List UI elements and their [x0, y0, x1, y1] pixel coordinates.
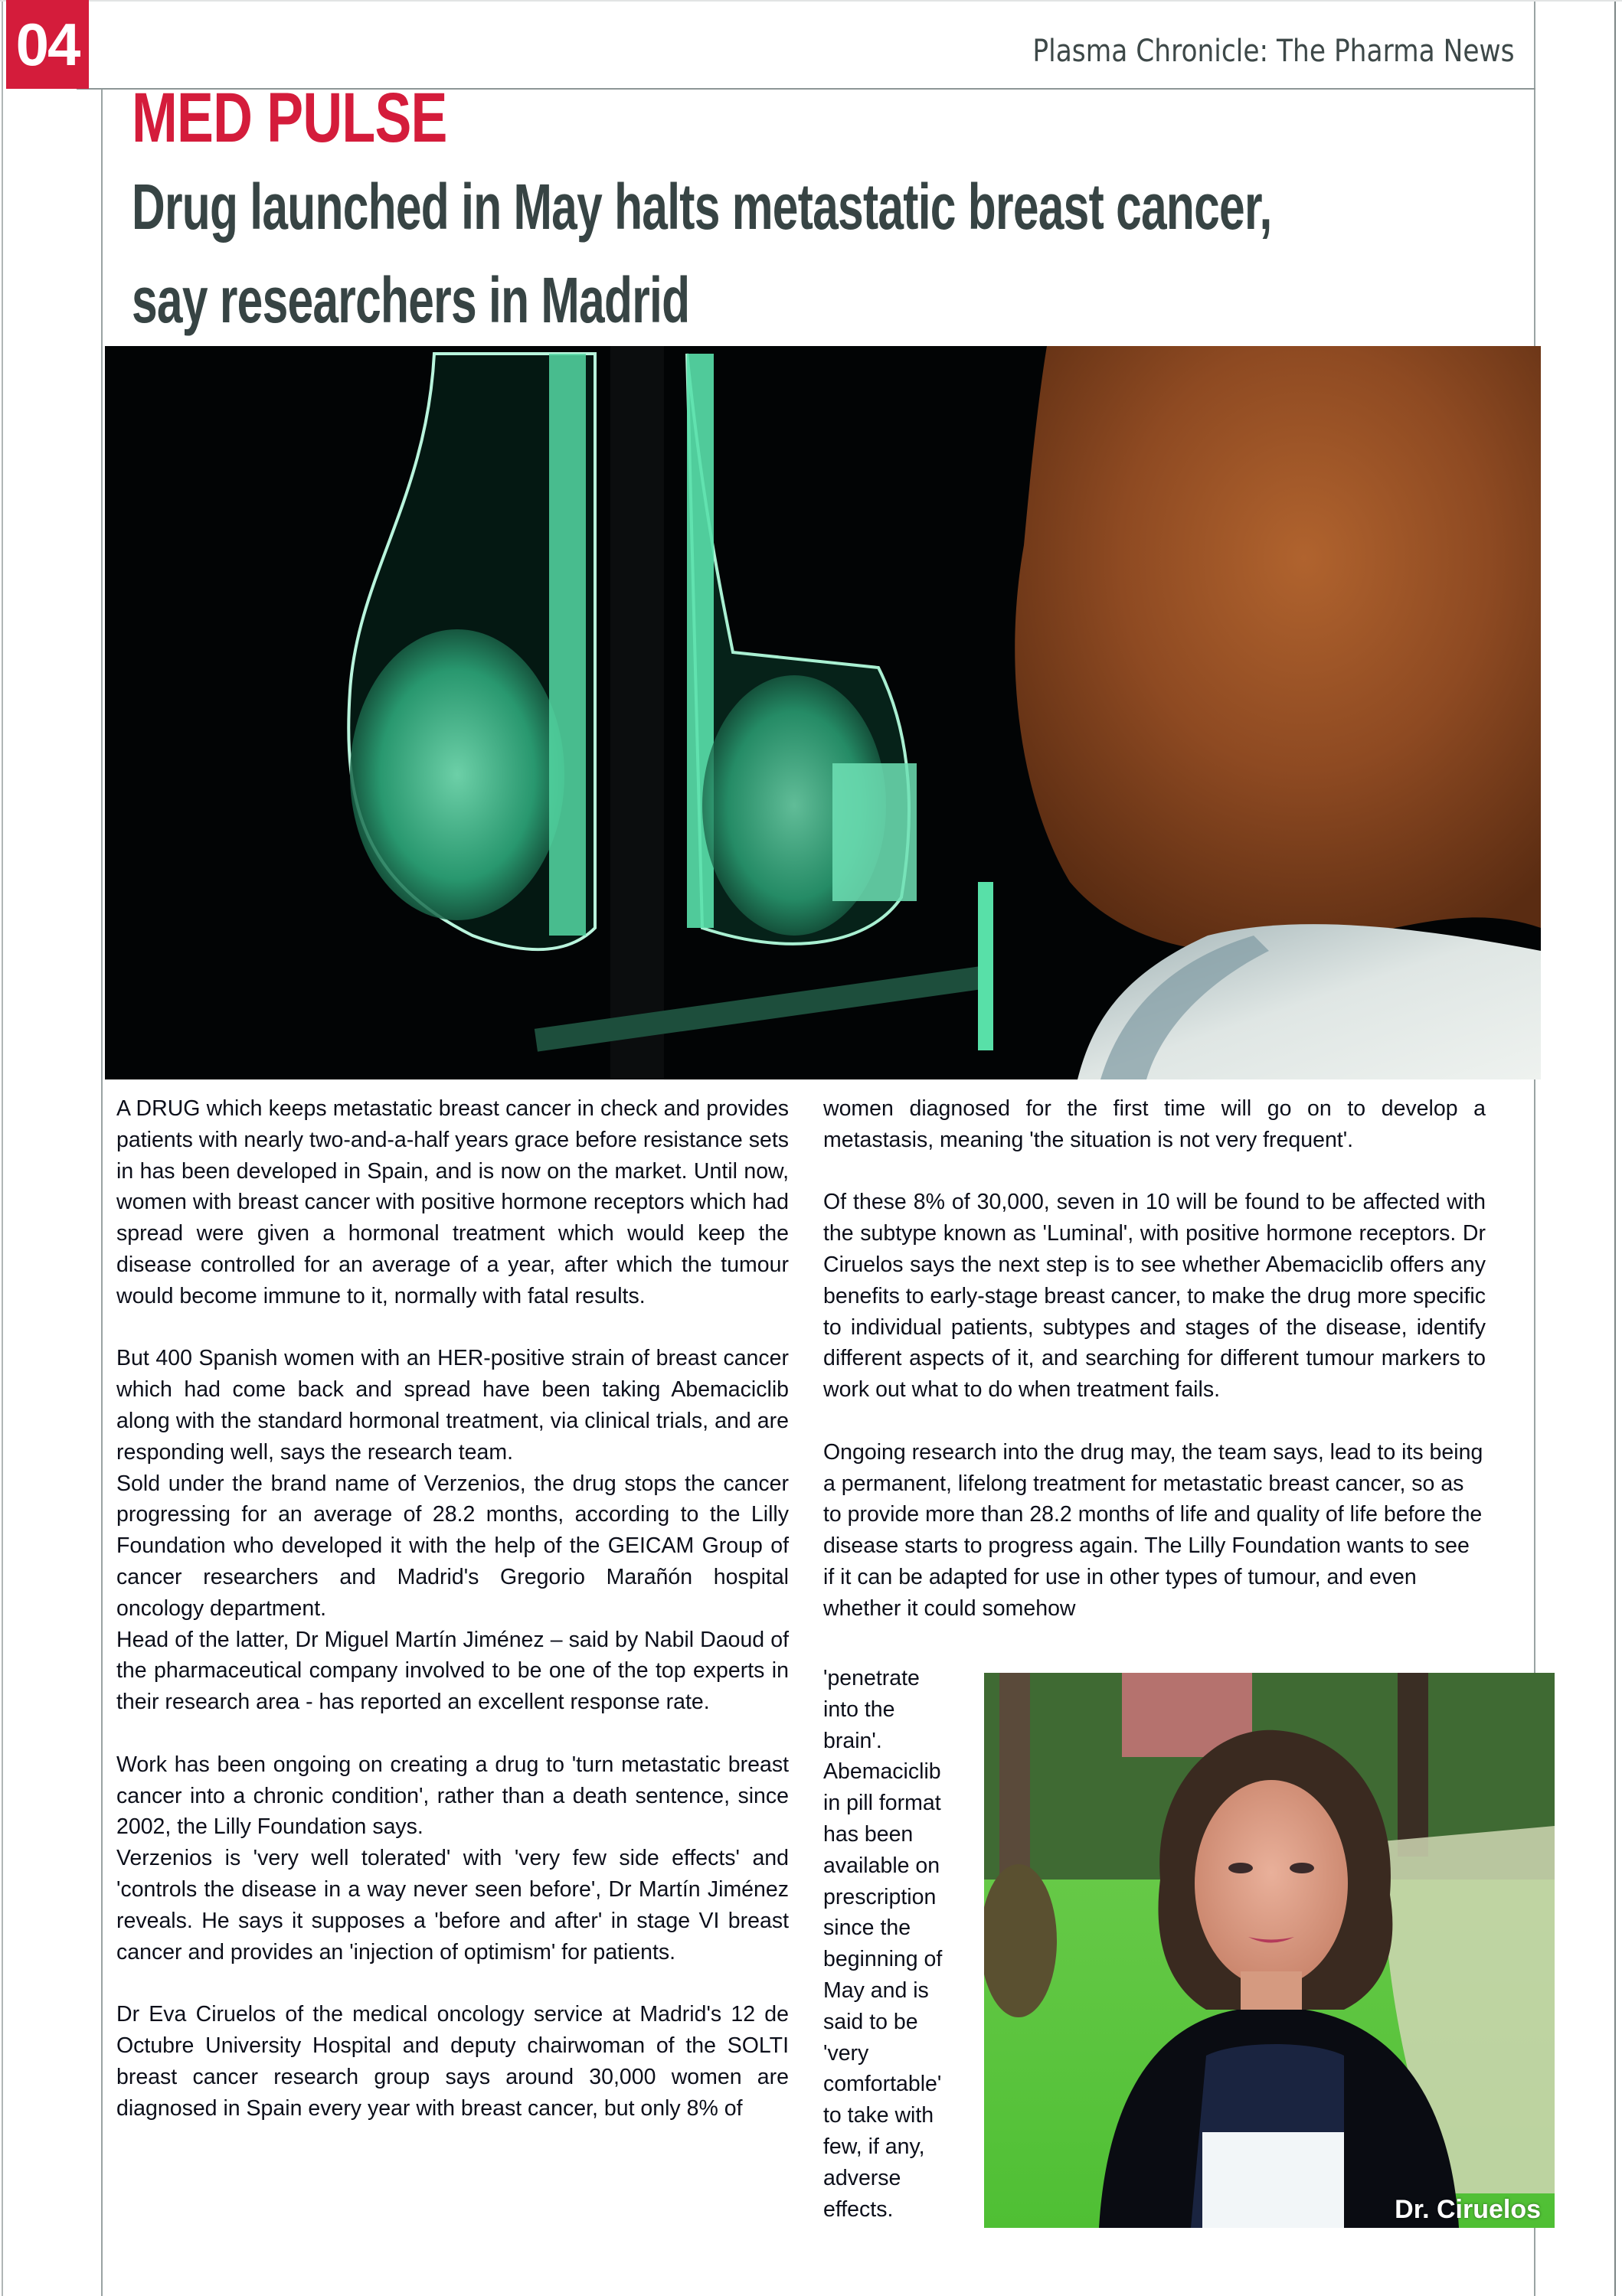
page-edge-top — [0, 0, 1622, 2]
wrap-text-line: prescription — [823, 1884, 937, 1909]
mammogram-photo — [105, 346, 1541, 1079]
article-column-left — [116, 1093, 789, 2124]
wrap-text-line: said to be — [823, 2009, 918, 2034]
wrap-text-line: beginning of — [823, 1947, 943, 1972]
wrap-text-line: available on — [823, 1853, 940, 1878]
margin-rule-left — [101, 89, 103, 2296]
wrap-text-line: comfortable' — [823, 2072, 942, 2097]
wrap-text-line: brain'. — [823, 1728, 882, 1753]
wrap-text-line: into the — [823, 1697, 895, 1722]
wrap-text-line: has been — [823, 1821, 914, 1847]
portrait-photo — [984, 1673, 1555, 2228]
wrap-text-line: adverse — [823, 2165, 901, 2190]
wrap-text-line: few, if any, — [823, 2134, 925, 2159]
paragraph: But 400 Spanish women with an HER-positive strain of breast cancer which had come back and spread have been taking Abemaciclib along with the standard hormonal treatment, via clinical trials, and are responding well, says the research team. — [116, 1346, 789, 1465]
wrap-text-line: 'very — [823, 2040, 869, 2066]
wrap-text-line: 'penetrate — [823, 1666, 920, 1690]
hero-image — [105, 346, 1541, 1079]
paragraph: A DRUG which keeps metastatic breast cancer in check and provides patients with nearly two-and-a-half years grace before resistance sets in has been developed in Spain, and is now on the market. Until now, women with breast cancer with positive hormone receptors which had spread were given a hormonal treatment which would keep the disease controlled for an average of a year, after which the tumour would become immune to it, normally with fatal results. — [116, 1096, 789, 1308]
portrait-image — [984, 1673, 1555, 2228]
paragraph: Of these 8% of 30,000, seven in 10 will be found to be affected with the subtype known as 'Luminal', with positive hormone receptors. Dr Ciruelos says the next step is to see whether Abemaciclib offers any benefits to early-stage breast cancer, to make the drug more specific to individual patients, subtypes and stages of the disease, identify different aspects of it, and searching for different tumour markers to work out what to do when treatment fails. — [823, 1190, 1486, 1403]
paragraph: Work has been ongoing on creating a drug to 'turn metastatic breast cancer into a chronic condition', rather than a death sentence, since 2002, the Lilly Foundation says. — [116, 1752, 789, 1840]
page-number-badge: 04 — [6, 0, 89, 89]
portrait-caption: Dr. Ciruelos — [1395, 2195, 1541, 2224]
wrap-text-line: since the — [823, 1916, 911, 1941]
paragraph: Ongoing research into the drug may, the team says, lead to its being a permanent, lifelong treatment for metastatic breast cancer, so as to provide more than 28.2 months of life and quality of life before the disease starts to progress again. The Lilly Foundation wants to see if it can be adapted for use in other types of tumour, and even whether it could somehow — [823, 1439, 1483, 1621]
paragraph: Verzenios is 'very well tolerated' with 'very few side effects' and 'controls the disease in a way never seen before', Dr Martín Jiménez reveals. He says it supposes a 'before and after' in stage VI breast cancer and provides an 'injection of optimism' for patients. — [116, 1846, 789, 1965]
wrap-text-line: in pill format — [823, 1791, 941, 1816]
page-edge-left — [2, 0, 3, 2296]
wrap-text-line: Abemaciclib — [823, 1759, 941, 1785]
wrap-text-line: to take with — [823, 2103, 934, 2128]
paragraph: Sold under the brand name of Verzenios, the drug stops the cancer progressing for an average of 28.2 months, according to the Lilly Foundation who developed it with the help of the GEICAM Group of cancer researchers and Madrid's Gregorio Marañón hospital oncology department. — [116, 1471, 789, 1621]
paragraph: women diagnosed for the first time will go on to develop a metastasis, meaning 'the situation is not very frequent'. — [823, 1096, 1486, 1152]
section-label: MED PULSE — [132, 79, 447, 157]
headline-line-1: Drug launched in May halts metastatic breast cancer, — [132, 171, 1272, 243]
paragraph: Head of the latter, Dr Miguel Martín Jiménez – said by Nabil Daoud of the pharmaceutical company involved to be one of the top experts in their research area - has reported an excellent response rate. — [116, 1627, 789, 1715]
article-wrap-text — [823, 1663, 976, 2225]
paragraph: Dr Eva Ciruelos of the medical oncology service at Madrid's 12 de Octubre University Hospital and deputy chairwoman of the SOLTI breast cancer research group says around 30,000 women are diagnosed in Spain every year with breast cancer, but only 8% of — [116, 2002, 789, 2121]
headline-line-2: say researchers in Madrid — [132, 264, 690, 336]
wrap-text-line: May and is — [823, 1978, 929, 2003]
page-edge-right — [1614, 0, 1616, 2296]
wrap-text-line: effects. — [823, 2196, 894, 2222]
publication-title: Plasma Chronicle: The Pharma News — [1032, 34, 1515, 69]
article-column-right — [823, 1093, 1486, 1625]
